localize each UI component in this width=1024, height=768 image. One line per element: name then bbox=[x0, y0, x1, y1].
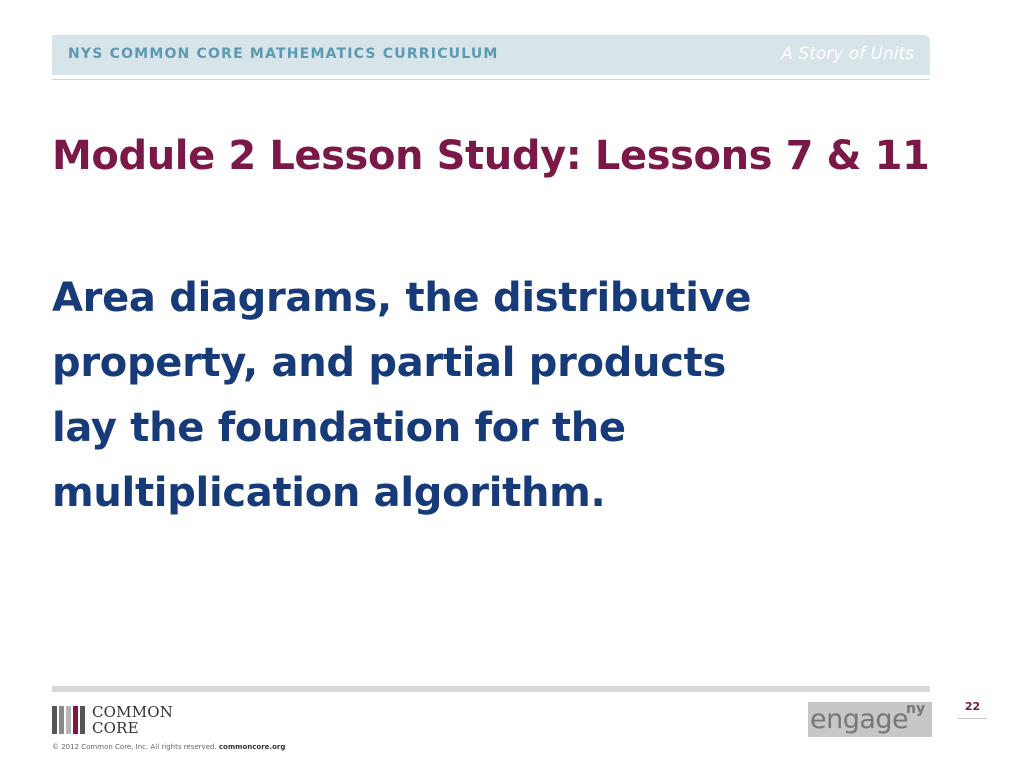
engage-superscript: ny bbox=[906, 701, 926, 717]
body-line: Area diagrams, the distributive bbox=[52, 275, 752, 321]
page-number-underline bbox=[958, 718, 987, 719]
slide-title: Module 2 Lesson Study: Lessons 7 & 11 bbox=[52, 133, 930, 179]
page-number: 22 bbox=[964, 700, 981, 713]
header-divider bbox=[52, 79, 930, 80]
slide-body bbox=[52, 266, 751, 526]
story-of-units-label: A Story of Units bbox=[781, 44, 914, 64]
header-bar bbox=[52, 35, 930, 75]
logo-line: CORE bbox=[92, 719, 139, 737]
body-line: multiplication algorithm. bbox=[52, 470, 606, 516]
curriculum-label: NYS COMMON CORE MATHEMATICS CURRICULUM bbox=[68, 46, 499, 62]
common-core-wordmark bbox=[92, 704, 173, 736]
common-core-logo bbox=[52, 704, 182, 736]
engage-ny-logo bbox=[808, 702, 932, 737]
footer-divider bbox=[52, 686, 930, 692]
copyright-link[interactable]: commoncore.org bbox=[218, 743, 286, 751]
logo-line: COMMON bbox=[92, 703, 174, 721]
body-line: lay the foundation for the bbox=[52, 405, 626, 451]
copyright-text: © 2012 Common Core, Inc. All rights reserved. bbox=[52, 743, 217, 751]
common-core-bars-icon bbox=[52, 706, 86, 734]
copyright-notice bbox=[52, 743, 285, 751]
engage-wordmark: engage bbox=[810, 704, 909, 735]
body-line: property, and partial products bbox=[52, 340, 726, 386]
